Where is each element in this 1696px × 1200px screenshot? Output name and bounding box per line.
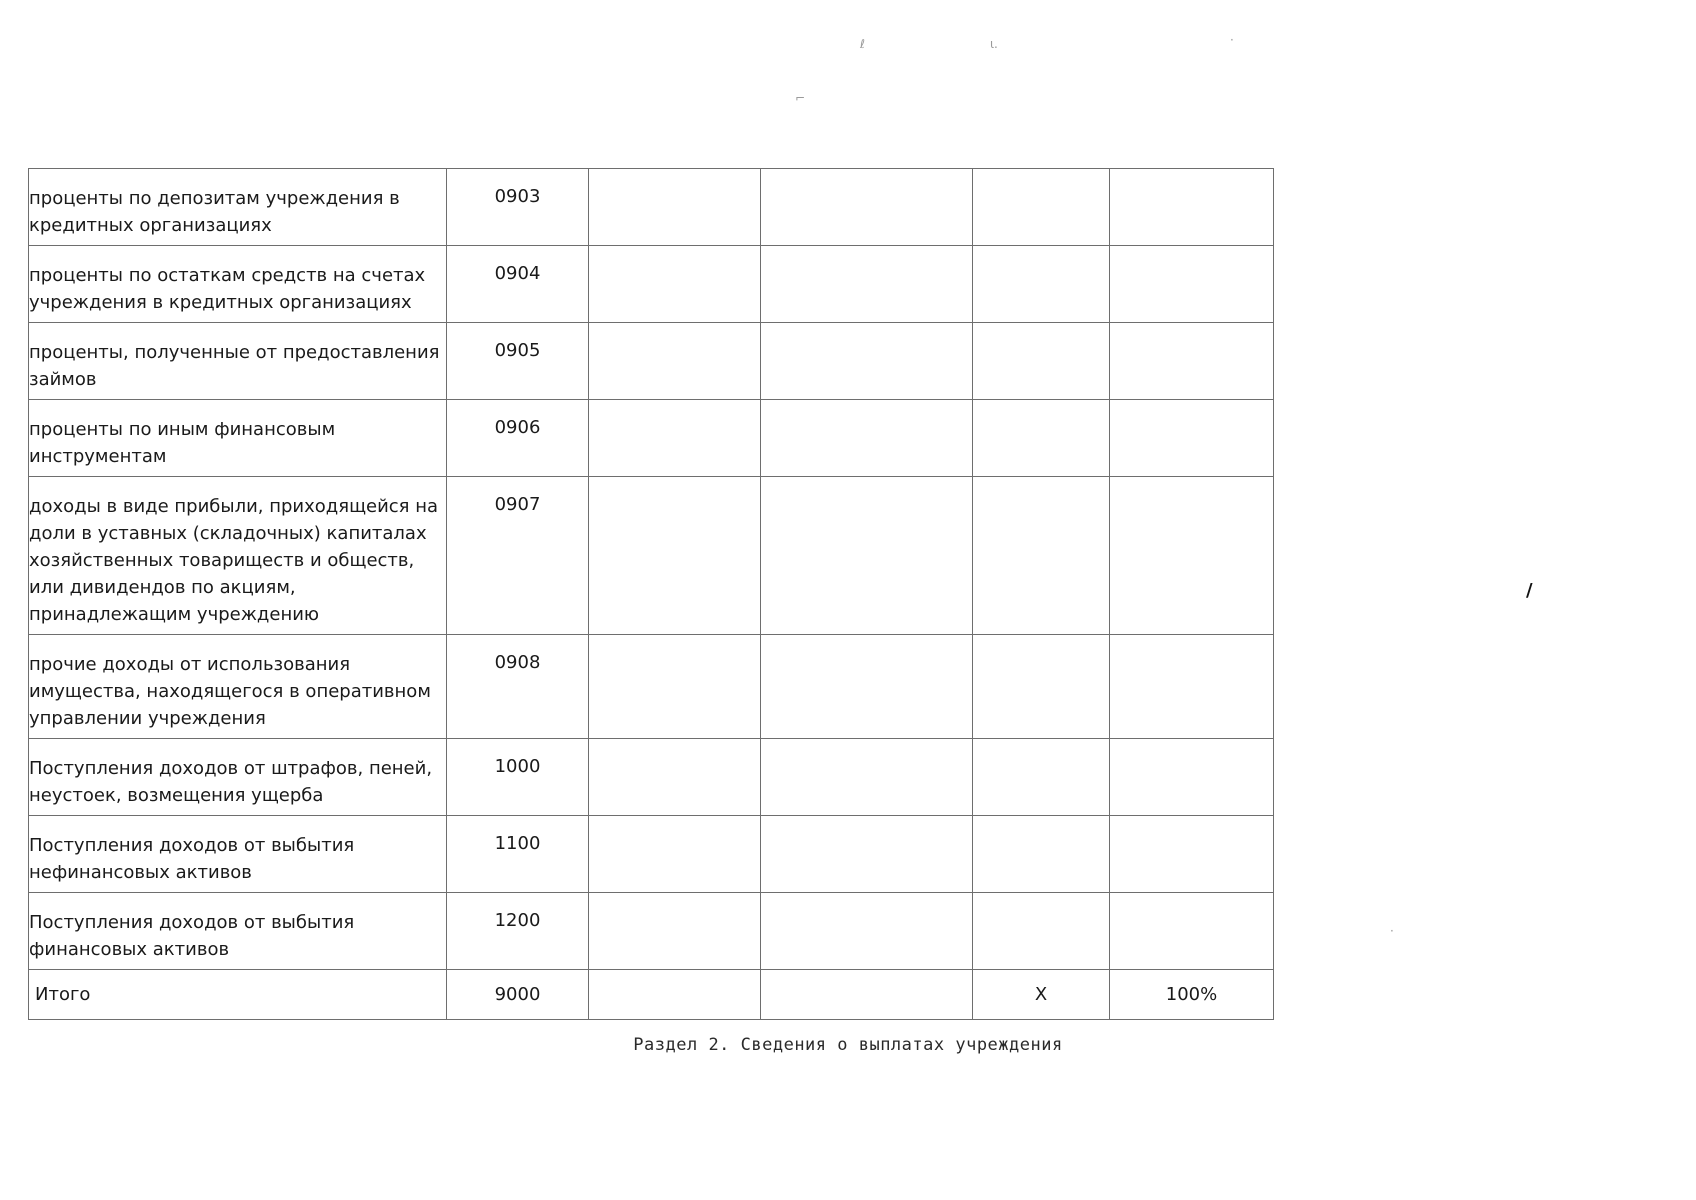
row-value-cell — [973, 169, 1110, 246]
row-code: 0906 — [447, 400, 589, 477]
row-value-cell — [973, 816, 1110, 893]
scan-speck: · — [1230, 33, 1234, 47]
row-value-cell — [1110, 400, 1274, 477]
scan-speck: · — [1390, 924, 1394, 938]
row-code: 1200 — [447, 893, 589, 970]
row-name: проценты по иным финансовым инструментам — [29, 400, 447, 477]
row-value-cell — [973, 739, 1110, 816]
row-code: 1000 — [447, 739, 589, 816]
total-x-mark: X — [973, 970, 1110, 1020]
row-value-cell — [589, 323, 761, 400]
row-value-cell — [761, 477, 973, 635]
table-row — [29, 169, 1274, 246]
row-value-cell — [589, 400, 761, 477]
row-name: Поступления доходов от выбытия финансовых активов — [29, 893, 447, 970]
row-code: 0904 — [447, 246, 589, 323]
row-value-cell — [973, 246, 1110, 323]
row-code: 0908 — [447, 635, 589, 739]
row-name: доходы в виде прибыли, приходящейся на доли в уставных (складочных) капиталах хозяйственных товариществ и обществ, или дивидендов по акциям, принадлежащим учреждению — [29, 477, 447, 635]
scan-speck: ι. — [990, 37, 998, 51]
row-value-cell — [973, 323, 1110, 400]
row-value-cell — [761, 816, 973, 893]
table-row — [29, 893, 1274, 970]
row-value-cell — [761, 739, 973, 816]
income-table — [28, 168, 1274, 1020]
row-value-cell — [1110, 816, 1274, 893]
table-row — [29, 816, 1274, 893]
row-value-cell — [761, 323, 973, 400]
total-percent: 100% — [1110, 970, 1274, 1020]
row-value-cell — [761, 246, 973, 323]
table-row — [29, 739, 1274, 816]
row-value-cell — [589, 477, 761, 635]
row-name: Поступления доходов от выбытия нефинансовых активов — [29, 816, 447, 893]
total-code: 9000 — [447, 970, 589, 1020]
total-value-cell — [589, 970, 761, 1020]
row-value-cell — [589, 246, 761, 323]
row-value-cell — [973, 477, 1110, 635]
row-value-cell — [761, 169, 973, 246]
row-value-cell — [761, 893, 973, 970]
total-label: Итого — [29, 970, 447, 1020]
row-value-cell — [1110, 477, 1274, 635]
table-row — [29, 246, 1274, 323]
row-value-cell — [589, 893, 761, 970]
row-name: проценты, полученные от предоставления займов — [29, 323, 447, 400]
row-code: 0903 — [447, 169, 589, 246]
table-row — [29, 400, 1274, 477]
row-value-cell — [1110, 246, 1274, 323]
scan-speck: / — [1526, 580, 1533, 601]
row-value-cell — [973, 400, 1110, 477]
row-name: прочие доходы от использования имущества, находящегося в оперативном управлении учреждения — [29, 635, 447, 739]
row-code: 1100 — [447, 816, 589, 893]
scan-speck: ⌐ — [795, 91, 806, 105]
row-value-cell — [973, 893, 1110, 970]
row-value-cell — [1110, 323, 1274, 400]
row-value-cell — [589, 169, 761, 246]
row-value-cell — [589, 739, 761, 816]
row-name: проценты по остаткам средств на счетах учреждения в кредитных организациях — [29, 246, 447, 323]
row-code: 0905 — [447, 323, 589, 400]
row-value-cell — [1110, 893, 1274, 970]
row-value-cell — [761, 400, 973, 477]
table-row — [29, 323, 1274, 400]
row-value-cell — [1110, 635, 1274, 739]
row-value-cell — [589, 635, 761, 739]
row-value-cell — [1110, 739, 1274, 816]
total-value-cell — [761, 970, 973, 1020]
row-code: 0907 — [447, 477, 589, 635]
scan-speck: ℓ — [860, 37, 865, 51]
table-row — [29, 477, 1274, 635]
row-value-cell — [973, 635, 1110, 739]
row-value-cell — [1110, 169, 1274, 246]
table-row — [29, 635, 1274, 739]
total-row — [29, 970, 1274, 1020]
section-heading: Раздел 2. Сведения о выплатах учреждения — [633, 1035, 1063, 1055]
row-value-cell — [761, 635, 973, 739]
row-name: проценты по депозитам учреждения в кредитных организациях — [29, 169, 447, 246]
row-value-cell — [589, 816, 761, 893]
row-name: Поступления доходов от штрафов, пеней, неустоек, возмещения ущерба — [29, 739, 447, 816]
